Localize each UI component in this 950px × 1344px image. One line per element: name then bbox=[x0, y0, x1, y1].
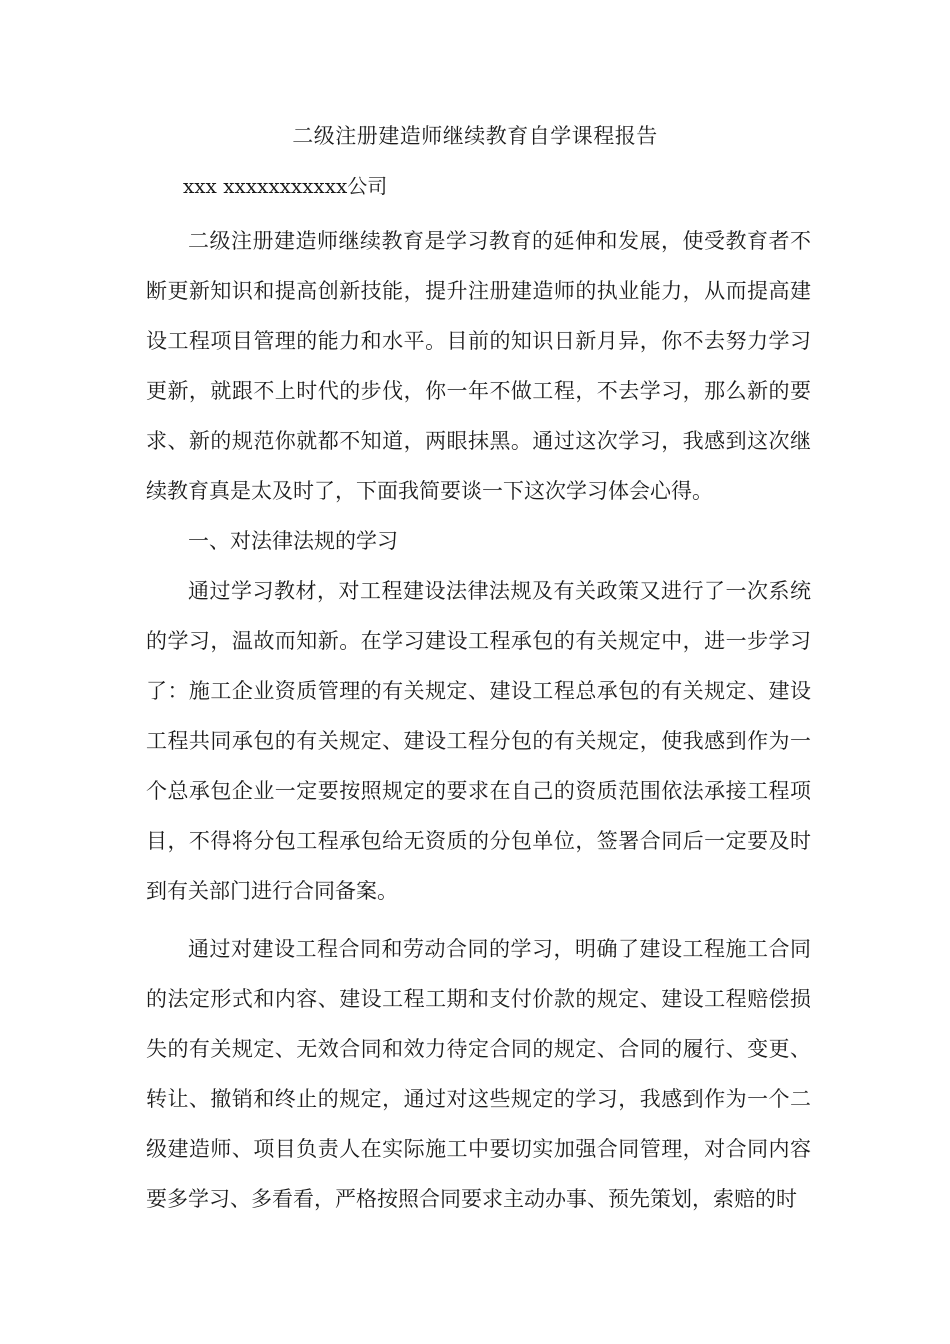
body-paragraph: 通过对建设工程合同和劳动合同的学习，明确了建设工程施工合同的法定形式和内容、建设工程工期和支付价款的规定、建设工程赔偿损失的有关规定、无效合同和效力待定合同的规定、合同的履行、变更、转让、撤销和终止的规定，通过对这些规定的学习，我感到作为一个二级建造师、项目负责人在实际施工中要切实加强合同管理，对合同内容要多学习、多看看，严格按照合同要求主动办事、预先策划，索赔的时 bbox=[146, 937, 811, 1211]
intro-paragraph: 二级注册建造师继续教育是学习教育的延伸和发展，使受教育者不断更新知识和提高创新技能，提升注册建造师的执业能力，从而提高建设工程项目管理的能力和水平。目前的知识日新月异，你不去努力学习更新，就跟不上时代的步伐，你一年不做工程，不去学习，那么新的要求、新的规范你就都不知道，两眼抹黑。通过这次学习，我感到这次继续教育真是太及时了，下面我简要谈一下这次学习体会心得。 bbox=[146, 229, 811, 503]
document-body bbox=[146, 216, 811, 1224]
body-paragraph: 通过学习教材，对工程建设法律法规及有关政策又进行了一次系统的学习，温故而知新。在学习建设工程承包的有关规定中，进一步学习了：施工企业资质管理的有关规定、建设工程总承包的有关规定、建设工程共同承包的有关规定、建设工程分包的有关规定，使我感到作为一个总承包企业一定要按照规定的要求在自己的资质范围依法承接工程项目，不得将分包工程承包给无资质的分包单位，签署合同后一定要及时到有关部门进行合同备案。 bbox=[146, 579, 811, 903]
company-name: xxx xxxxxxxxxxx公司 bbox=[183, 174, 388, 198]
document-title: 二级注册建造师继续教育自学课程报告 bbox=[292, 124, 658, 148]
section-heading: 一、对法律法规的学习 bbox=[188, 529, 398, 553]
